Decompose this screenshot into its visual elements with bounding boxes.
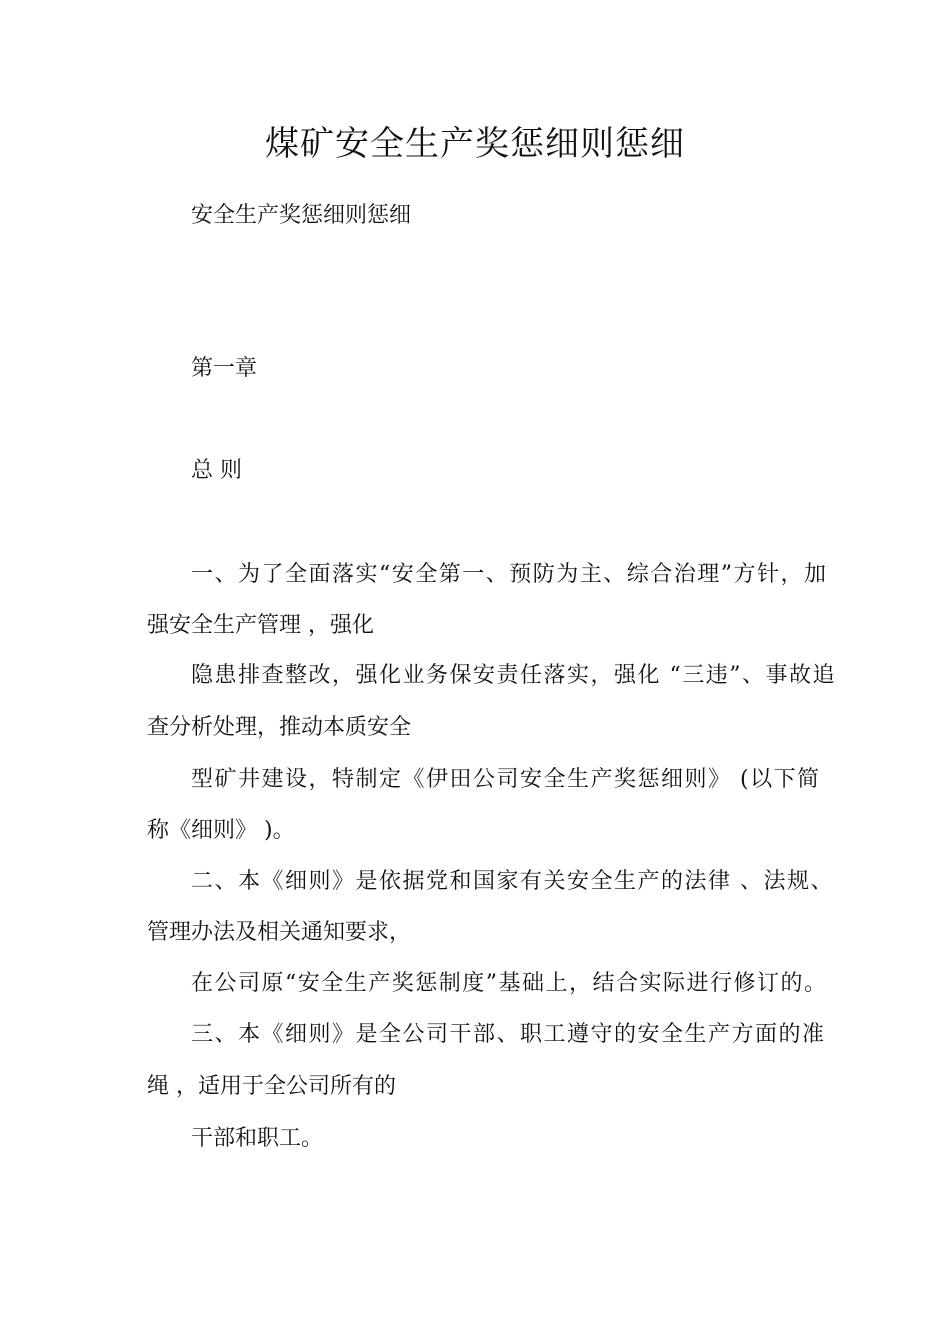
- paragraph-2-line-2: 查分析处理，推动本质安全: [147, 715, 412, 740]
- paragraph-4-line-2: 管理办法及相关通知要求，: [147, 920, 412, 945]
- paragraph-6-line-2: 绳 ，适用于全公司所有的: [147, 1074, 396, 1099]
- paragraph-5-line-1: 在公司原“安全生产奖惩制度”基础上，结合实际进行修订的。: [191, 971, 828, 996]
- document-title: 煤矿安全生产奖惩细则惩细: [265, 124, 685, 164]
- paragraph-1-line-2: 强安全生产管理 ，强化: [147, 613, 374, 638]
- paragraph-7-line-1: 干部和职工。: [191, 1126, 324, 1151]
- paragraph-3-line-1: 型矿井建设，特制定《伊田公司安全生产奖惩细则》 (以下简: [191, 767, 821, 792]
- paragraph-4-line-1: 二、本《细则》是依据党和国家有关安全生产的法律 、法规、: [191, 869, 834, 894]
- paragraph-2-line-1: 隐患排查整改，强化业务保安责任落实，强化 “三违”、事故追: [191, 663, 836, 688]
- paragraph-1-line-1: 一、为了全面落实“安全第一、预防为主、综合治理”方针，加: [191, 562, 828, 587]
- paragraph-6-line-1: 三、本《细则》是全公司干部、职工遵守的安全生产方面的准: [191, 1022, 826, 1047]
- document-subtitle: 安全生产奖惩细则惩细: [191, 203, 412, 228]
- section-heading: 总 则: [191, 458, 242, 483]
- chapter-heading: 第一章: [191, 356, 258, 381]
- paragraph-3-line-2: 称《细则》 )。: [147, 818, 295, 843]
